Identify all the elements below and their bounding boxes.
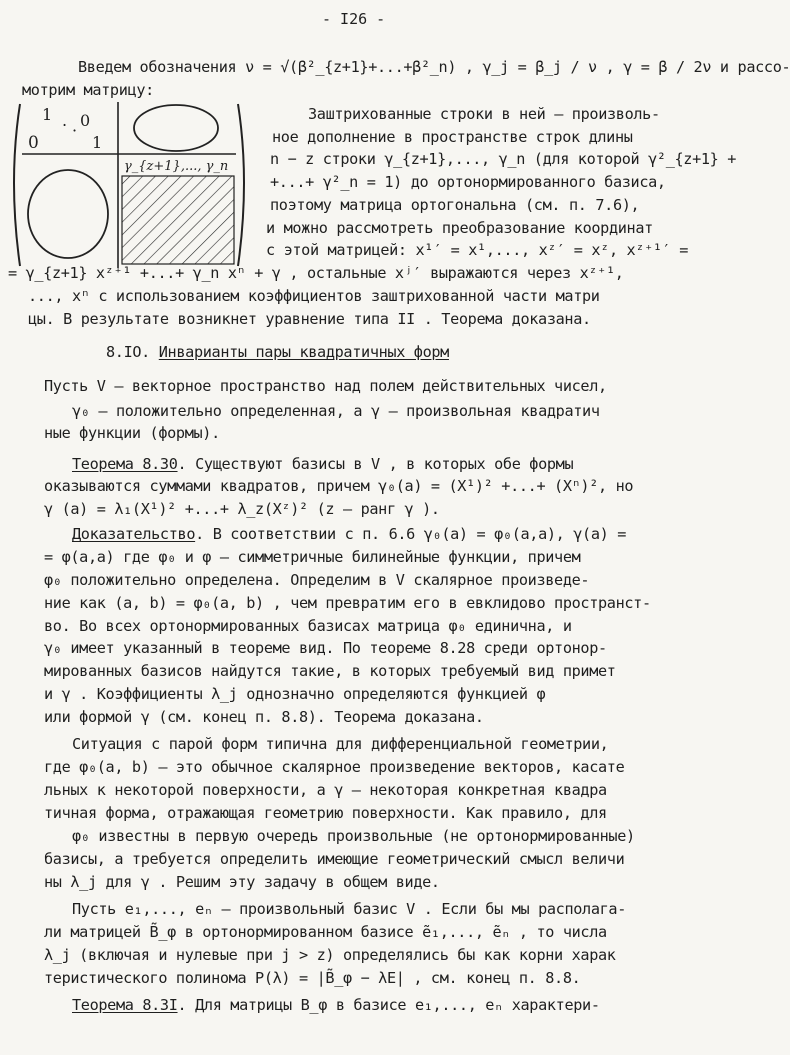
text-line-l17 (72, 454, 573, 474)
matrix-top-row-label: γ_{z+1},..., γ_n (124, 159, 229, 174)
text-line-l39: теристического полинома P(λ) = |B̃_φ − λE| , см. конец п. 8.8. (44, 969, 581, 987)
matrix-hatched-block (122, 176, 234, 264)
matrix-entry-1: 1 (42, 105, 53, 124)
text-line-l33: φ₀ известны в первую очередь произвольные (не ортонормированные) (72, 827, 635, 845)
text-line-l03: Заштрихованные строки в ней – произволь- (308, 105, 660, 123)
text-line-l20 (72, 524, 626, 544)
text-line-l16: ные функции (формы). (44, 424, 220, 442)
text-line-l28: или формой γ (см. конец п. 8.8). Теорема доказана. (44, 708, 484, 726)
underlined-label: Теорема 8.30 (72, 455, 178, 473)
text-line-l21: = φ(a,a) где φ₀ и φ – симметричные билинейные функции, причем (44, 548, 581, 566)
text-line-l13 (106, 342, 449, 362)
matrix-block-top-right (134, 105, 218, 151)
text-line-l08: и можно рассмотреть преобразование координат (266, 219, 653, 237)
text-line-l31: льных к некоторой поверхности, а γ – некоторая конкретная квадра (44, 781, 607, 799)
text-line-l35: ны λ_j для γ . Решим эту задачу в общем виде. (44, 873, 440, 891)
text-line-l32: тичная форма, отражающая геометрию поверхности. Как правило, для (44, 804, 607, 822)
text-line-l22: φ₀ положительно определена. Определим в V скалярное произведе- (44, 571, 590, 589)
text-line-l27: и γ . Коэффициенты λ_j однозначно определяются функцией φ (44, 685, 546, 703)
matrix-left-bracket (14, 104, 20, 266)
text-line-l06: +...+ γ²_n = 1) до ортонормированного базиса, (270, 173, 666, 191)
text-line-l04: ное дополнение в пространстве строк длины (272, 128, 633, 146)
text-line-l11: ..., xⁿ с использованием коэффициентов заштрихованной части матри (28, 287, 600, 305)
text-line-l23: ние как (a, b) = φ₀(a, b) , чем превратим его в евклидово пространст- (44, 594, 651, 612)
text-line-l18: оказываются суммами квадратов, причем γ₀(a) = (X¹)² +...+ (Xⁿ)², но (44, 477, 634, 495)
text-line-l05: n − z строки γ_{z+1},..., γ_n (для которой γ²_{z+1} + (270, 150, 737, 168)
text-line-l12: цы. В результате возникнет уравнение типа II . Теорема доказана. (28, 310, 591, 328)
block-matrix-sketch (6, 96, 256, 271)
text-line-l14: Пусть V – векторное пространство над полем действительных чисел, (44, 377, 607, 395)
matrix-entry-dot-1: . (62, 111, 68, 130)
text-line-l30: где φ₀(a, b) – это обычное скалярное произведение векторов, касате (44, 758, 625, 776)
text-line-l19: γ (a) = λ₁(X¹)² +...+ λ_z(Xᶻ)² (z – ранг γ ). (44, 500, 440, 518)
matrix-entry-0-left: 0 (28, 133, 39, 153)
underlined-label: Доказательство (72, 525, 196, 543)
text-line-l38: λ_j (включая и нулевые при j > z) определялись бы как корни харак (44, 946, 616, 964)
matrix-entry-1-bottom: 1 (92, 133, 103, 152)
text-line-l26: мированных базисов найдутся такие, в которых требуемый вид примет (44, 662, 616, 680)
text-line-l01: Введем обозначения ν = √(β²_{z+1}+...+β²_n) , γ_j = β_j / ν , γ = β / 2ν и рассо- (78, 58, 790, 76)
page-number: - I26 - (322, 10, 386, 28)
text-line-l37: ли матрицей B̃_φ в ортонормированном базисе ẽ₁,..., ẽₙ , то числа (44, 923, 607, 941)
line-text: . Для матрицы B_φ в базисе e₁,..., eₙ характери- (177, 996, 600, 1014)
text-line-l07: поэтому матрица ортогональна (см. п. 7.6), (270, 196, 640, 214)
matrix-block-bottom-left (28, 170, 108, 258)
text-line-l36: Пусть e₁,..., eₙ – произвольный базис V . Если бы мы располага- (72, 900, 627, 918)
text-line-l15: γ₀ – положительно определенная, а γ – произвольная квадратич (72, 402, 600, 420)
matrix-right-bracket (238, 104, 244, 266)
matrix-entry-0-top: 0 (80, 111, 91, 130)
text-line-l09: с этой матрицей: x¹′ = x¹,..., xᶻ′ = xᶻ, xᶻ⁺¹′ = (266, 241, 689, 259)
text-line-l40 (72, 995, 600, 1015)
line-text: . В соответствии с п. 6.6 γ₀(a) = φ₀(a,a), γ(a) = (195, 525, 627, 543)
underlined-label: Теорема 8.3I (72, 996, 178, 1014)
text-line-l10: = γ_{z+1} xᶻ⁺¹ +...+ γ_n xⁿ + γ , остальные xʲ′ выражаются через xᶻ⁺¹, (8, 264, 624, 282)
section-number: 8.IO. (106, 343, 159, 361)
text-line-l24: во. Во всех ортонормированных базисах матрица φ₀ единична, и (44, 617, 572, 635)
text-line-l02: мотрим матрицу: (22, 81, 154, 99)
text-line-l34: базисы, а требуется определить имеющие геометрический смысл величи (44, 850, 625, 868)
text-line-l25: γ₀ имеет указанный в теореме вид. По теореме 8.28 среди ортонор- (44, 639, 607, 657)
text-line-l29: Ситуация с парой форм типична для дифференциальной геометрии, (72, 735, 609, 753)
line-text: . Существуют базисы в V , в которых обе формы (177, 455, 574, 473)
section-heading: Инварианты пары квадратичных форм (158, 343, 449, 361)
matrix-entry-dot-2: · (72, 121, 78, 140)
